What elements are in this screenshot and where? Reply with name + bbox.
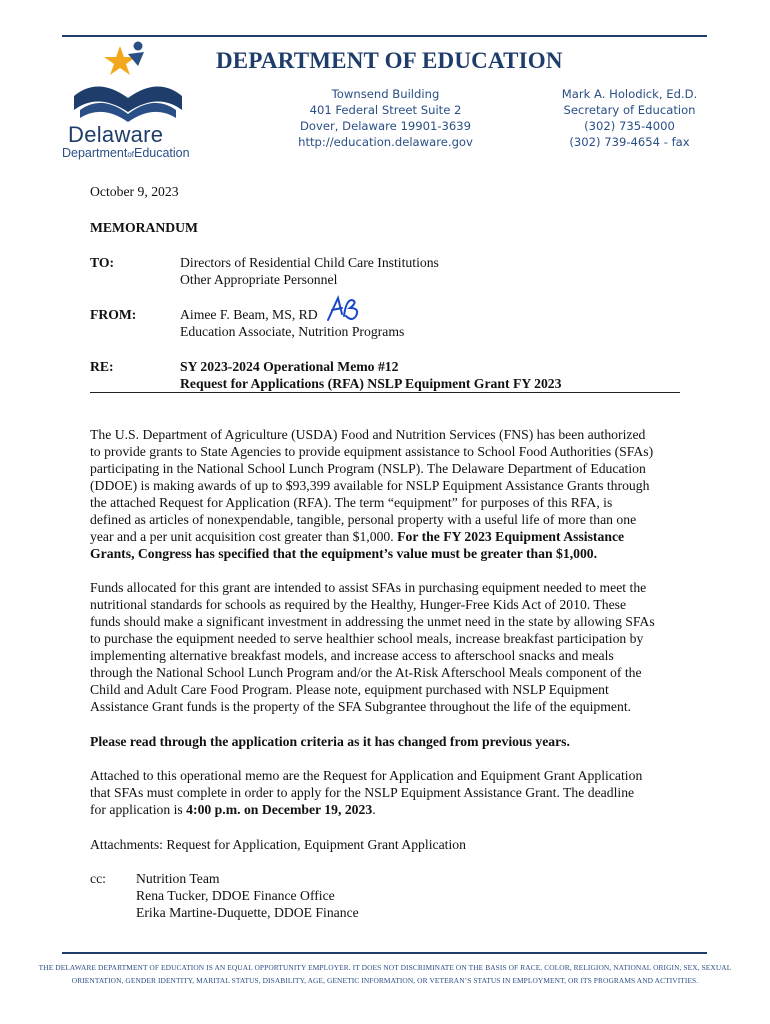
paragraph-2: Funds allocated for this grant are intended to assist SFAs in purchasing equipment needed to meet the nutritional standards for schools as required by the Healthy, Hunger-Free Kids Act of 2010. These funds should make a significant investment in addressing the unmet need in the state by allowing SFAs to purchase the equipment needed to serve healthier school meals, increase breakfast participation by implementing alternative breakfast models, and increase access to afterschool snacks and meals through the National School Lunch Program and/or the At-Risk Afterschool Meals component of the Child and Adult Care Food Program. Please note, equipment purchased with NSLP Equipment Assistance Grant funds is the property of the SFA Subgrantee throughout the life of the equipment.	[90, 580, 655, 714]
website-link[interactable]: http://education.delaware.gov	[298, 135, 473, 149]
paragraph-3: Please read through the application criteria as it has changed from previous years.	[90, 734, 570, 749]
memo-date: October 9, 2023	[90, 184, 179, 199]
separator-line	[90, 391, 680, 393]
department-title: DEPARTMENT OF EDUCATION	[216, 48, 563, 73]
memo-heading: MEMORANDUM	[90, 220, 198, 235]
address-line: Dover, Delaware 19901-3639	[299, 119, 472, 133]
cc-label: cc:	[90, 871, 106, 886]
address-line: 401 Federal Street Suite 2	[309, 103, 462, 117]
footer-disclaimer: THE DELAWARE DEPARTMENT OF EDUCATION IS AN EQUAL OPPORTUNITY EMPLOYER. IT DOES NOT DISCRIMINATE ON THE BASIS OF RACE, COLOR, RELIGION, NATIONAL ORIGIN, SEX, SEXUAL ORIENTATION, GENDER IDENTITY, MARITAL STATUS, DISABILITY, AGE, GENETIC INFORMATION, OR VETERAN’S STATUS IN EMPLOYMENT, OR ITS PROGRAMS AND ACTIVITIES.	[38, 963, 732, 985]
footer-rule	[62, 952, 707, 954]
logo-subtitle: DepartmentofEducation	[62, 146, 190, 160]
star-icon	[104, 46, 136, 75]
secretary-title: Secretary of Education	[563, 103, 696, 117]
from-sender: Aimee F. Beam, MS, RD Education Associate, Nutrition Programs	[180, 307, 405, 339]
from-label: FROM:	[90, 307, 137, 322]
head-dot-icon	[134, 42, 143, 51]
paragraph-1: The U.S. Department of Agriculture (USDA) Food and Nutrition Services (FNS) has been authorized to provide grants to State Agencies to provide equipment assistance to School Food Authorities (SFAs) participating in the National School Lunch Program (NSLP). The Delaware Department of Education (DDOE) is making awards of up to $93,399 available for NSLP Equipment Assistance Grants through the attached Request for Application (RFA). The term “equipment” for purposes of this RFA, is defined as articles of nonexpendable, tangible, personal property with a useful life of more than one year and a per unit acquisition cost greater than $1,000. For the FY 2023 Equipment Assistance Grants, Congress has specified that the equipment’s value must be greater than $1,000.	[90, 427, 654, 561]
signature-icon	[324, 294, 368, 324]
fax: (302) 739-4654 - fax	[569, 135, 690, 149]
secretary-block	[552, 86, 707, 150]
delaware-doe-logo	[58, 36, 208, 162]
to-recipients: Directors of Residential Child Care Institutions Other Appropriate Personnel	[180, 255, 439, 287]
logo-name: Delaware	[68, 122, 164, 147]
phone: (302) 735-4000	[584, 119, 675, 133]
to-label: TO:	[90, 255, 115, 270]
attachments-line: Attachments: Request for Application, Equipment Grant Application	[90, 837, 466, 852]
paragraph-4: Attached to this operational memo are the Request for Application and Equipment Grant Application that SFAs must complete in order to apply for the NSLP Equipment Assistance Grant. The deadline for application is 4:00 p.m. on December 19, 2023.	[90, 768, 643, 817]
re-label: RE:	[90, 359, 114, 374]
cc-list: Nutrition Team Rena Tucker, DDOE Finance Office Erika Martine-Duquette, DDOE Finance	[136, 871, 359, 920]
address-block	[288, 86, 483, 150]
secretary-name: Mark A. Holodick, Ed.D.	[561, 87, 698, 101]
address-line: Townsend Building	[331, 87, 440, 101]
re-subject: SY 2023-2024 Operational Memo #12 Request for Applications (RFA) NSLP Equipment Grant FY 2023	[180, 359, 562, 391]
